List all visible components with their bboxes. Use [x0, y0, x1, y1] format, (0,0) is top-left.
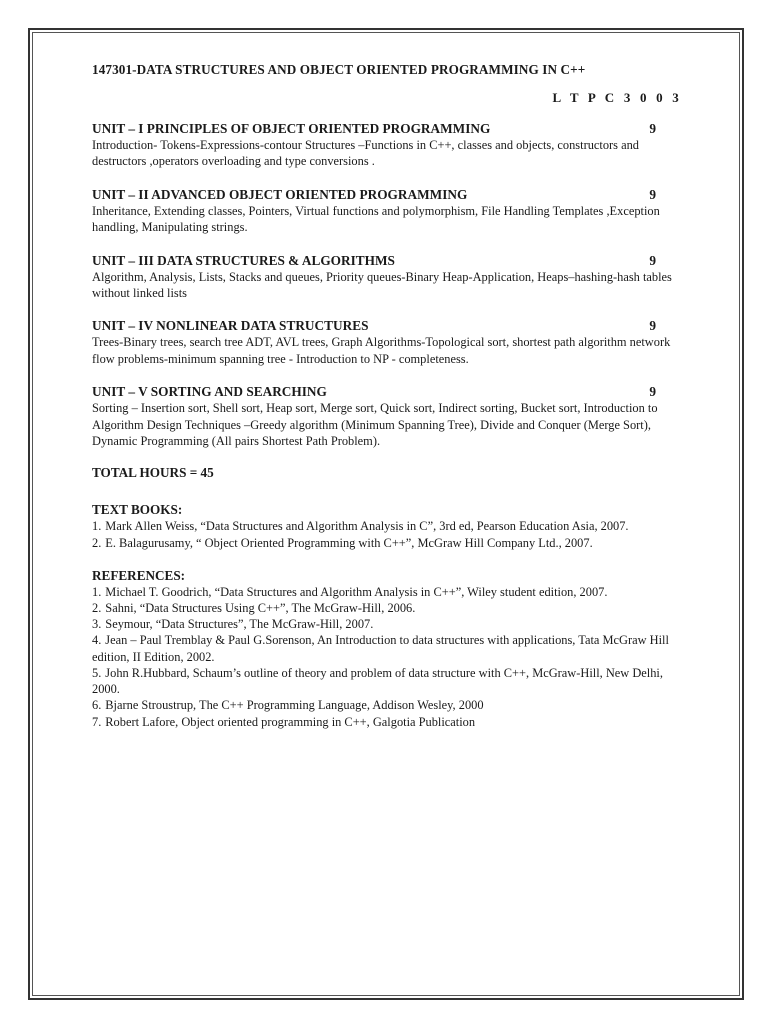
unit-hours: 9 [649, 186, 656, 202]
course-code: 147301 [92, 62, 133, 77]
syllabus-document [92, 62, 684, 746]
list-item [92, 632, 684, 664]
unit-hours: 9 [649, 318, 656, 334]
ltpc-credits: L T P C 3 0 0 3 [552, 90, 682, 105]
item-text: John R.Hubbard, Schaum’s outline of theory and problem of data structure with C++, McGraw-Hill, New Delhi, 2000. [92, 665, 663, 697]
item-number: 3. [92, 617, 102, 632]
item-number: 6. [92, 698, 102, 713]
unit-3 [92, 252, 684, 302]
list-item [92, 665, 684, 697]
item-number: 5. [92, 665, 102, 680]
item-number: 2. [92, 535, 102, 550]
unit-2 [92, 186, 684, 236]
list-item [92, 616, 684, 632]
unit-title: UNIT – V SORTING AND SEARCHING [92, 384, 327, 400]
unit-hours: 9 [649, 384, 656, 400]
item-number: 2. [92, 601, 102, 616]
item-text: Jean – Paul Tremblay & Paul G.Sorenson, An Introduction to data structures with applications, Tata McGraw Hill edition, II Edition, 2002. [92, 633, 669, 664]
item-text: Bjarne Stroustrup, The C++ Programming Language, Addison Wesley, 2000 [105, 698, 484, 713]
item-text: Michael T. Goodrich, “Data Structures and Algorithm Analysis in C++”, Wiley student edition, 2007. [105, 584, 608, 599]
references-heading: REFERENCES: [92, 567, 186, 583]
unit-content: Algorithm, Analysis, Lists, Stacks and queues, Priority queues-Binary Heap-Application, Heaps–hashing-hash tables without linked lists [92, 269, 672, 301]
item-text: Mark Allen Weiss, “Data Structures and Algorithm Analysis in C”, 3rd ed, Pearson Education Asia, 2007. [105, 519, 629, 534]
unit-content: Inheritance, Extending classes, Pointers, Virtual functions and polymorphism, File Handling Templates ,Exception handling, Manipulating strings. [92, 203, 660, 235]
unit-title: UNIT – I PRINCIPLES OF OBJECT ORIENTED PROGRAMMING [92, 121, 491, 136]
item-text: Sahni, “Data Structures Using C++”, The McGraw-Hill, 2006. [105, 601, 416, 616]
unit-hours: 9 [649, 252, 656, 268]
list-item [92, 535, 684, 551]
text-books-heading: TEXT BOOKS: [92, 502, 183, 518]
unit-title: UNIT – IV NONLINEAR DATA STRUCTURES [92, 318, 369, 334]
unit-title: UNIT – II ADVANCED OBJECT ORIENTED PROGRAMMING [92, 186, 468, 202]
list-item [92, 518, 684, 534]
unit-1 [92, 120, 684, 170]
unit-title: UNIT – III DATA STRUCTURES & ALGORITHMS [92, 252, 395, 268]
list-item [92, 697, 684, 713]
unit-content: Introduction- Tokens-Expressions-contour Structures –Functions in C++, classes and objects, constructors and destructors ,operators overloading and type conversions . [92, 138, 639, 169]
list-item [92, 600, 684, 616]
course-title [92, 62, 684, 78]
course-name: -DATA STRUCTURES AND OBJECT ORIENTED PROGRAMMING IN C++ [132, 62, 586, 77]
unit-content: Trees-Binary trees, search tree ADT, AVL trees, Graph Algorithms-Topological sort, shortest path algorithm network flow problems-minimum spanning tree - Introduction to NP - completeness. [92, 335, 671, 366]
item-text: Seymour, “Data Structures”, The McGraw-Hill, 2007. [105, 617, 374, 632]
list-item [92, 584, 684, 600]
item-number: 7. [92, 714, 102, 729]
item-text: E. Balagurusamy, “ Object Oriented Programming with C++”, McGraw Hill Company Ltd., 2007. [105, 535, 593, 550]
text-books-list [92, 518, 684, 550]
unit-4 [92, 317, 684, 367]
item-number: 1. [92, 584, 102, 599]
unit-hours: 9 [649, 121, 656, 136]
references-list [92, 584, 684, 730]
unit-5 [92, 383, 684, 449]
item-number: 4. [92, 633, 102, 648]
unit-content: Sorting – Insertion sort, Shell sort, Heap sort, Merge sort, Quick sort, Indirect sorting, Bucket sort, Introduction to Algorithm Design Techniques –Greedy algorithm (Minimum Spanning Tree), Divide and Conquer (Merge Sort), Dynamic Programming (All pairs Shortest Path Problem). [92, 401, 658, 449]
list-item [92, 714, 684, 730]
total-hours: TOTAL HOURS = 45 [92, 465, 214, 481]
item-text: Robert Lafore, Object oriented programming in C++, Galgotia Publication [105, 714, 476, 729]
item-number: 1. [92, 519, 102, 534]
